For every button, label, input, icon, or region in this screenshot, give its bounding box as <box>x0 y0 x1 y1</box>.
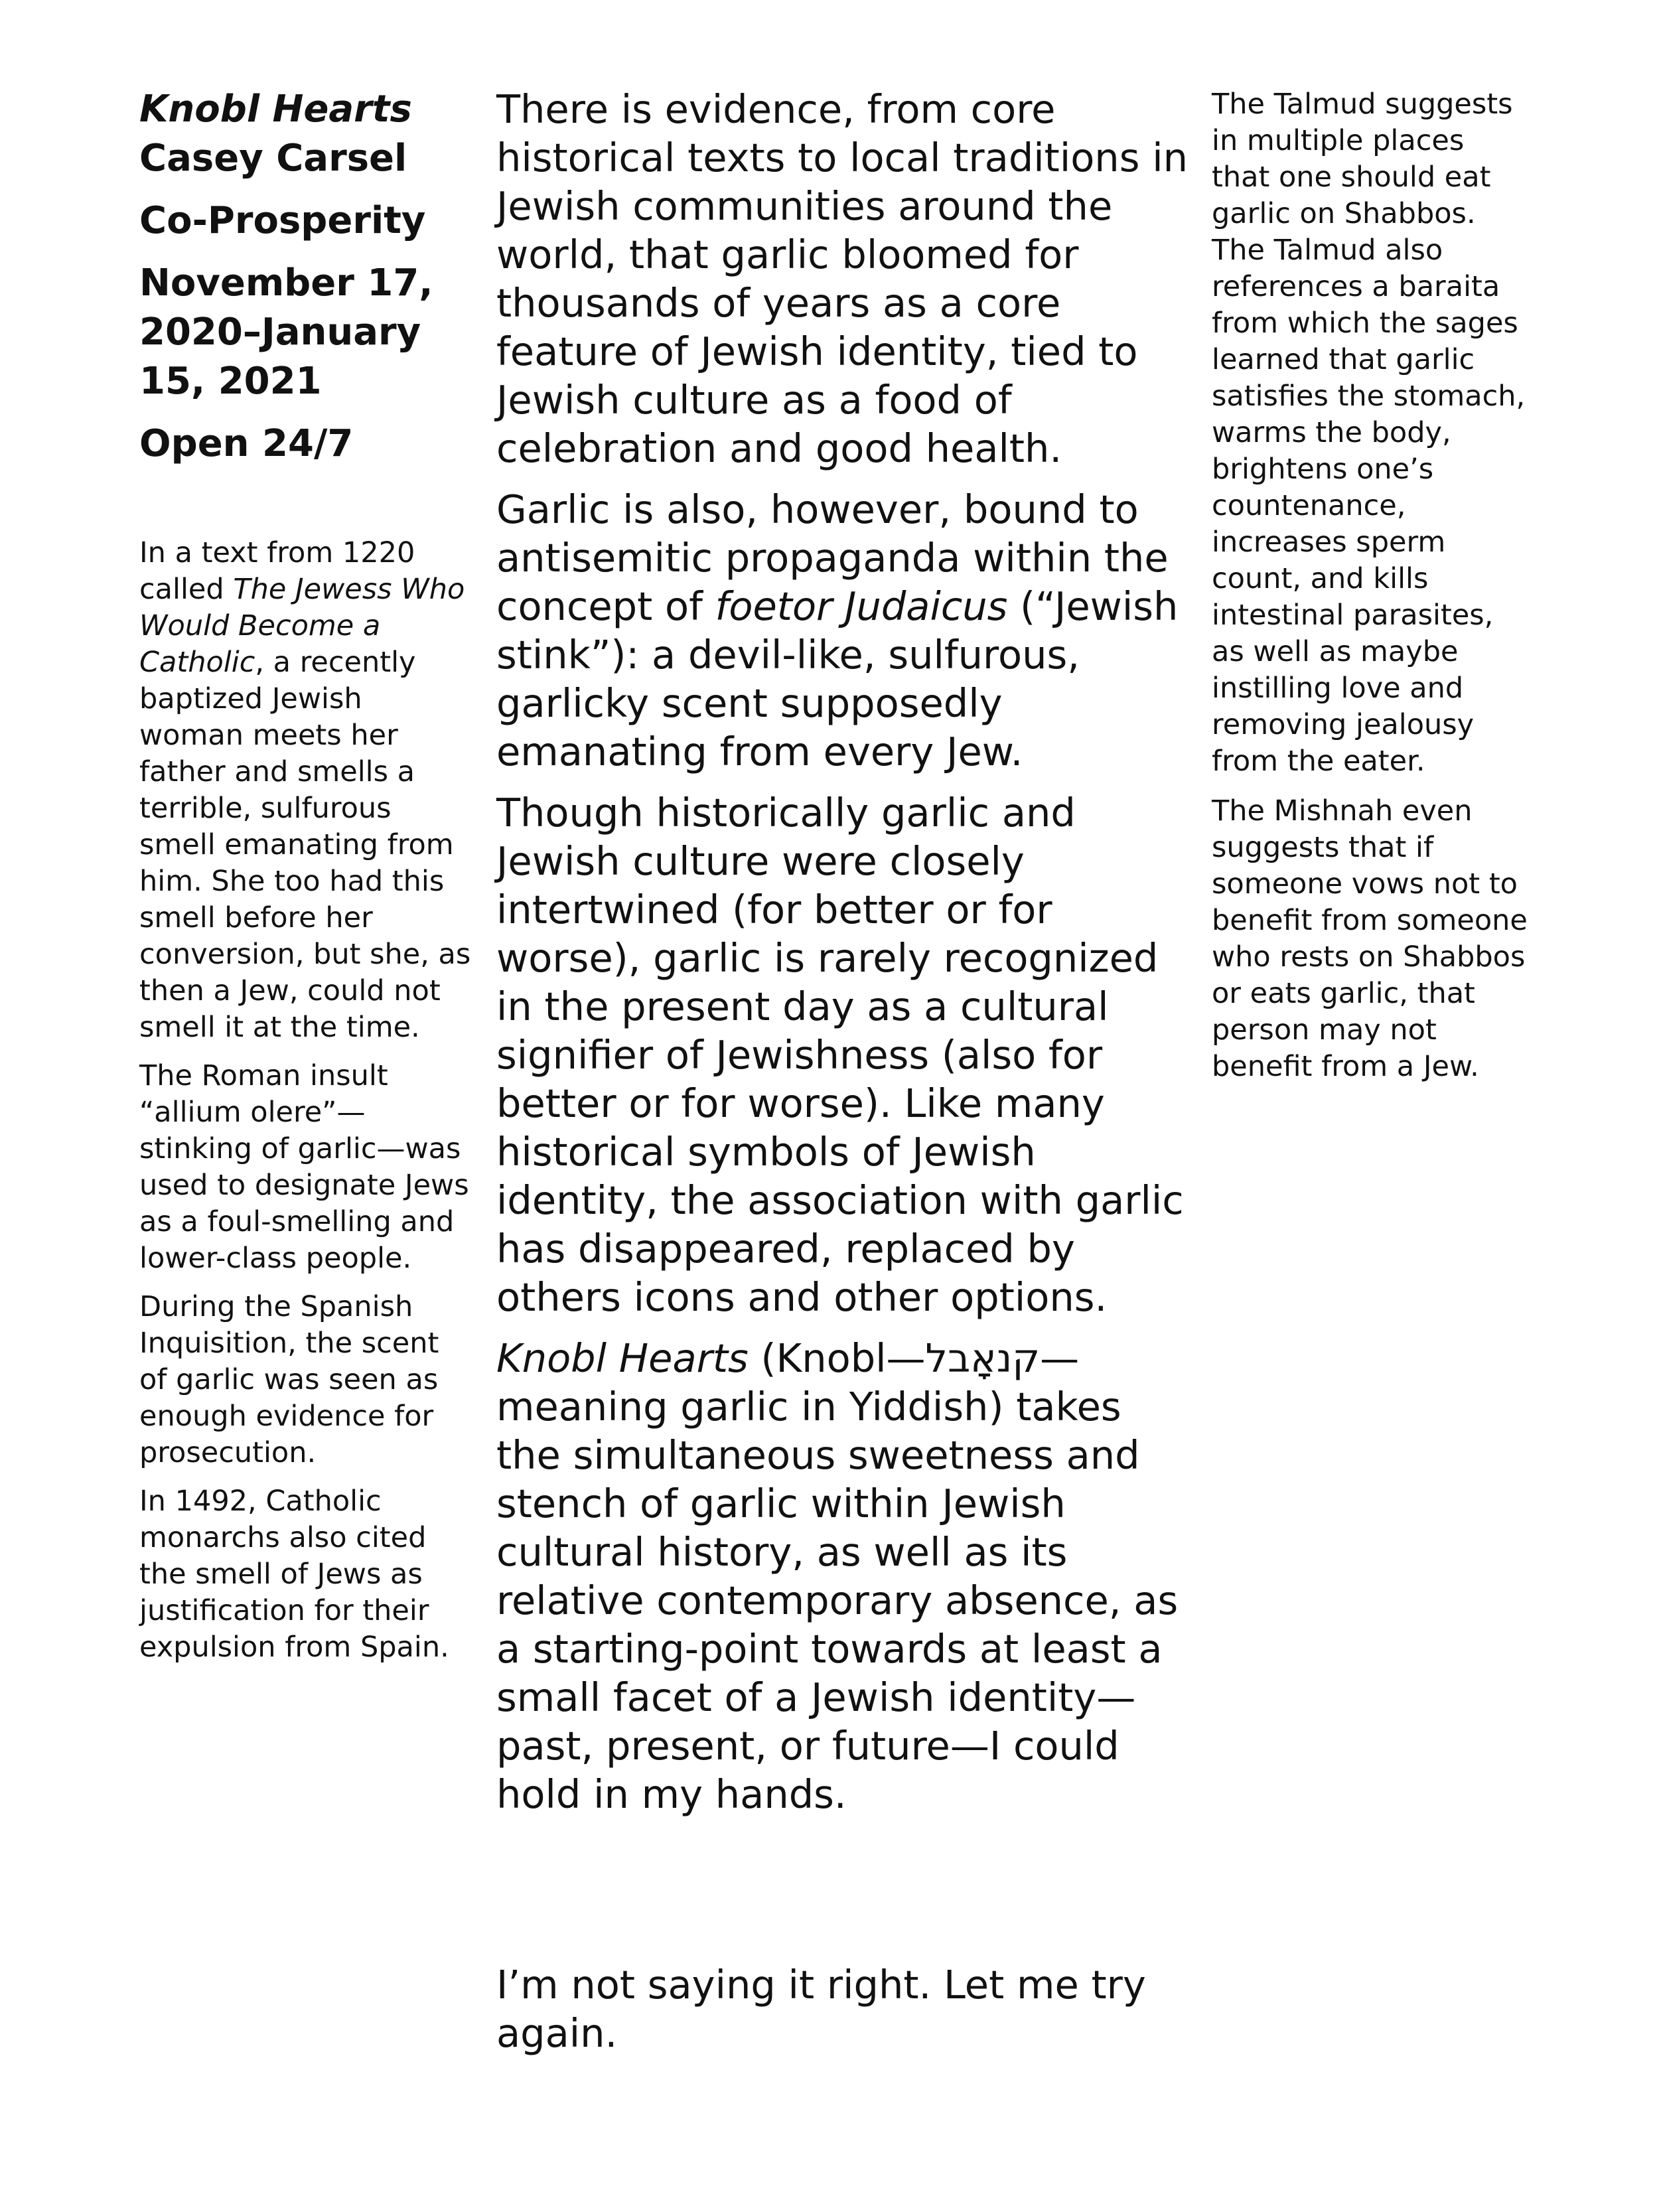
main-closing-line: I’m not saying it right. Let me try again. <box>496 1962 1146 2056</box>
artist-name: Casey Carsel <box>139 137 407 180</box>
right-note-1: The Talmud suggests in multiple places that one should eat garlic on Shabbos. The Talmud also references a baraita from which the sages learned that garlic satisfies the stomach, warms the body, brightens one’s countenance, increases sperm count, and kills intestinal parasites, as well as maybe instilling love and removing jealousy from the eater. <box>1212 88 1526 778</box>
left-note-4: In 1492, Catholic monarchs also cited the smell of Jews as justification for their expulsion from Spain. <box>139 1485 449 1664</box>
exhibition-dates: November 17, 2020–January 15, 2021 <box>139 261 433 403</box>
left-note-1-text-a: In a text from 1220 called <box>139 536 415 606</box>
main-paragraph-2-text-a: Garlic is also, however, bound to antisemitic propaganda within the concept of <box>496 486 1169 629</box>
main-paragraph-2-italic: foetor Judaicus <box>715 583 1008 629</box>
left-column <box>139 85 471 1678</box>
right-column <box>1212 86 1530 1098</box>
exhibition-title: Knobl Hearts <box>139 88 412 131</box>
main-paragraph-1: There is evidence, from core historical texts to local traditions in Jewish communities around the world, that garlic bloomed for thousands of years as a core feature of Jewish identity, tied to Jewish culture as a food of celebration and good health. <box>496 86 1188 471</box>
main-paragraph-2-text-b: (“Jewish stink”): a devil-like, sulfurous, garlicky scent supposedly emanating from every Jew. <box>496 583 1179 774</box>
main-column <box>496 85 1188 2057</box>
main-paragraph-4-text: (Knobl—קנאָבל—meaning garlic in Yiddish) takes the simultaneous sweetness and stench of garlic within Jewish cultural history, as well as its relative contemporary absence, as a starting-point towards at least a small facet of a Jewish identity—past, present, or future—I could hold in my hands. <box>496 1335 1179 1817</box>
left-notes <box>139 535 471 1666</box>
exhibition-info <box>139 85 471 469</box>
left-note-1-italic: The Jewess Who Would Become a Catholic <box>139 573 465 679</box>
right-note-2: The Mishnah even suggests that if someone vows not to benefit from someone who rests on Shabbos or eats garlic, that person may not benefit from a Jew. <box>1212 794 1528 1083</box>
left-note-3: During the Spanish Inquisition, the scent of garlic was seen as enough evidence for prosecution. <box>139 1290 439 1469</box>
venue-name: Co-Prosperity <box>139 199 426 242</box>
main-paragraph-4-italic: Knobl Hearts <box>496 1335 749 1381</box>
main-paragraph-3: Though historically garlic and Jewish culture were closely intertwined (for better or for worse), garlic is rarely recognized in the present day as a cultural signifier of Jewishness (also for better or for worse). Like many historical symbols of Jewish identity, the association with garlic has disappeared, replaced by others icons and other options. <box>496 790 1184 1320</box>
left-note-1 <box>139 535 471 1046</box>
left-note-2: The Roman insult “allium olere”—stinking of garlic—was used to designate Jews as a foul-smelling and lower-class people. <box>139 1059 469 1275</box>
main-paragraph-2 <box>496 485 1188 776</box>
main-paragraph-4 <box>496 1334 1188 1818</box>
opening-hours: Open 24/7 <box>139 422 354 465</box>
left-note-1-text-b: , a recently baptized Jewish woman meets her father and smells a terrible, sulfurous smell emanating from him. She too had this smell before her conversion, but she, as then a Jew, could not smell it at the time. <box>139 646 471 1044</box>
